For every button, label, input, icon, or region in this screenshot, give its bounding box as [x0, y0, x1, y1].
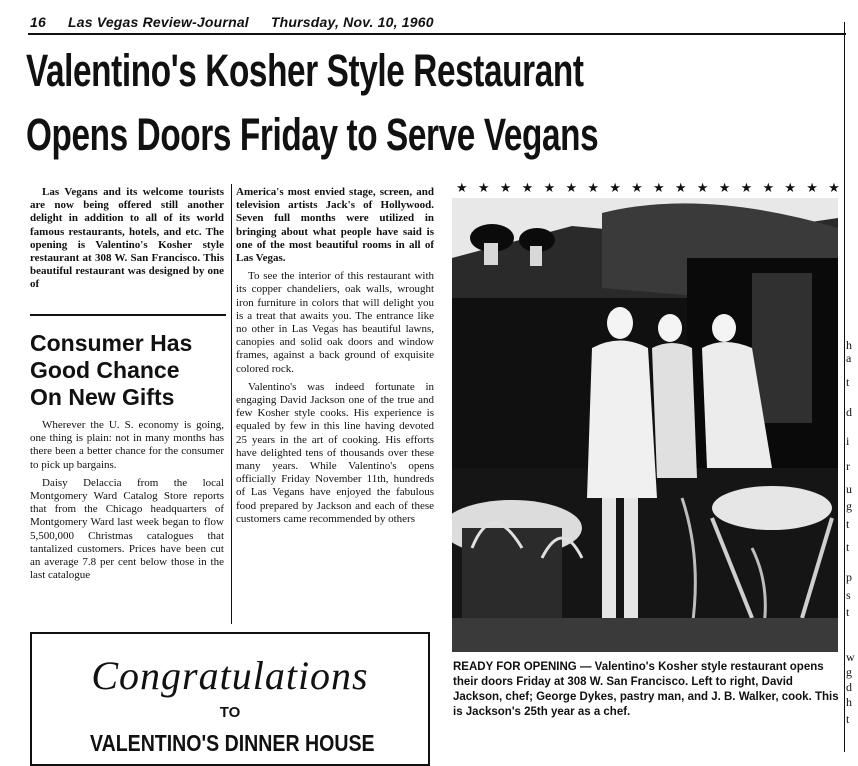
issue-date: Thursday, Nov. 10, 1960 — [270, 14, 434, 30]
star-row — [456, 180, 840, 196]
story2-headline-line: Good Chance — [30, 357, 180, 383]
ad-congratulations: Congratulations — [91, 653, 369, 698]
story1-paragraph: Valentino's was indeed fortunate in engaging David Jackson one of the true and few Kosher style cooks. His experience is equaled by few in this line having devoted 25 years in the art of cooking. His efforts have delighted tens of thousands over these many years. While Valentino's opens officially Friday November 11th, hundreds of Las Vegans have enjoyed the fabulous food prepared by Jackson and each of these customers came recommended by others — [236, 380, 434, 525]
page-number: 16 — [30, 14, 46, 30]
story2-paragraph: Daisy Delaccia from the local Montgomery Ward Catalog Store reports that from the Chicago headquarters of Montgomery Ward last week began to flow 5,500,000 Christmas catalogues that tantalized customers. Prices have been cut an average 7.8 per cent below those in the last catalogue — [30, 476, 224, 582]
star-icon: ★ — [674, 180, 687, 195]
page-edge-rule — [844, 22, 845, 752]
edge-letter: t — [846, 540, 850, 554]
edge-letter: h — [846, 695, 852, 709]
star-icon: ★ — [587, 180, 599, 195]
story2-headline-line: On New Gifts — [30, 384, 175, 410]
photo-caption — [453, 660, 841, 720]
edge-letter: r — [846, 459, 850, 473]
edge-letter: t — [846, 605, 850, 619]
star-icon: ★ — [718, 180, 731, 195]
star-icon: ★ — [784, 180, 797, 195]
star-icon: ★ — [543, 180, 556, 195]
star-icon: ★ — [653, 180, 665, 195]
congratulations-ad — [30, 632, 430, 766]
star-icon: ★ — [631, 180, 643, 195]
star-icon: ★ — [499, 180, 512, 195]
star-icon: ★ — [806, 180, 818, 195]
story2-headline — [30, 330, 192, 411]
column-divider — [30, 314, 226, 316]
star-icon: ★ — [477, 180, 490, 195]
story2-paragraph: Wherever the U. S. economy is going, one thing is plain: not in many months has there been a better chance for the consumer to pick up bargains. — [30, 419, 224, 471]
caption-lead: READY FOR OPENING — — [453, 661, 592, 673]
star-icon: ★ — [456, 180, 468, 195]
paper-name: Las Vegas Review-Journal — [67, 14, 249, 30]
star-icon: ★ — [565, 180, 578, 195]
headline-line-1: Valentino's Kosher Style Restaurant — [26, 45, 584, 96]
edge-letter: h — [846, 338, 852, 352]
masthead — [30, 14, 456, 30]
story1-paragraph: America's most envied stage, screen, and television artists Jack's of Hollywood. Seven full months were utilized in bringing about what people have said is one of the most beautiful rooms in all of Las Vegas. — [236, 186, 434, 265]
edge-letter: w — [846, 650, 855, 664]
story1-column-2 — [236, 186, 434, 531]
edge-letter: d — [846, 680, 852, 694]
story2-body — [30, 419, 224, 587]
column-rule — [231, 184, 232, 624]
story1-column-1 — [30, 186, 224, 297]
edge-letter: p — [846, 570, 852, 584]
star-icon: ★ — [696, 180, 709, 195]
story1-paragraph: To see the interior of this restaurant with its copper chandeliers, oak walls, wrought iron furniture in colors that will delight you is a treat that awaits you. The entrance like no other in Las Vegas has beautiful lawns, canopies and solid oak doors and window frames, against a back ground of exquisite colored rock. — [236, 270, 434, 375]
edge-letter: t — [846, 517, 850, 531]
edge-letter: i — [846, 434, 850, 448]
masthead-rule — [28, 33, 846, 35]
ad-to: TO — [219, 704, 241, 721]
star-icon: ★ — [521, 180, 534, 195]
ad-business-name: VALENTINO'S DINNER HOUSE — [90, 730, 375, 756]
star-icon: ★ — [762, 180, 775, 195]
edge-letter: g — [846, 499, 852, 513]
headline-line-2: Opens Doors Friday to Serve Vegans — [26, 109, 599, 160]
star-icon: ★ — [828, 180, 840, 195]
edge-letter: s — [846, 588, 851, 602]
edge-letter: g — [846, 665, 852, 679]
edge-letter: u — [846, 482, 852, 496]
edge-letter: d — [846, 405, 852, 419]
star-icon: ★ — [609, 180, 621, 195]
restaurant-photo — [452, 198, 838, 652]
caption-text: Valentino's Kosher style restaurant opens their doors Friday at 308 W. San Francisco. Left to right, David Jackson, chef; George Dykes, pastry man, and J. B. Walker, cook. This is Jackson's 25th year as a chef. — [453, 661, 839, 718]
edge-letter: t — [846, 375, 850, 389]
edge-letter: t — [846, 712, 850, 726]
story2-headline-line: Consumer Has — [30, 330, 193, 356]
restaurant-photo-illustration — [452, 198, 838, 652]
story1-paragraph: Las Vegans and its welcome tourists are now being offered still another delight in addition to all of its world famous restaurants, hotels, and etc. The opening is Valentino's Kosher style restaurant at 308 W. San Francisco. This beautiful restaurant was designed by one of — [30, 186, 224, 291]
star-icon: ★ — [740, 180, 753, 195]
edge-letter: a — [846, 351, 852, 365]
